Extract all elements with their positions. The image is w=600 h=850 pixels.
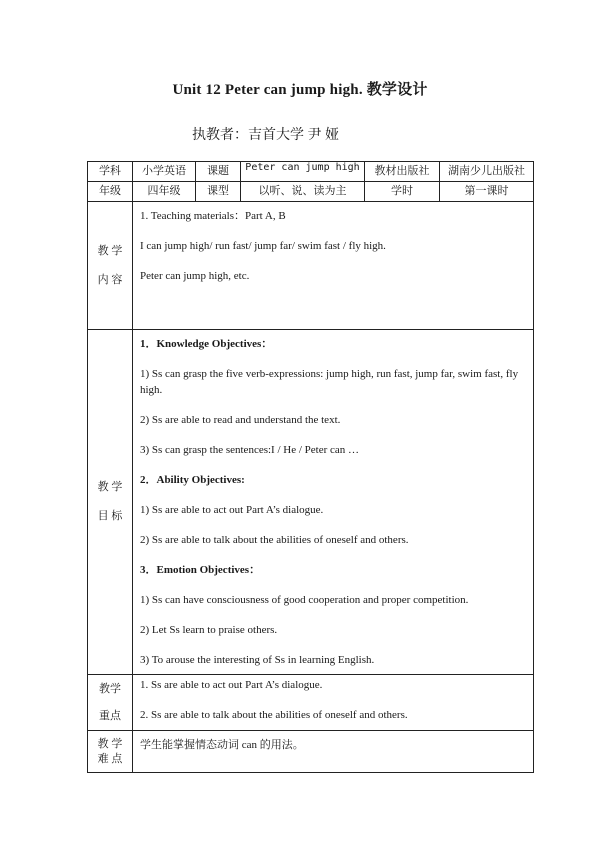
difficulties-label — [88, 731, 133, 773]
objective-item: 3) Ss can grasp the sentences:I / He / Peter can … — [140, 444, 360, 456]
page-title: Unit 12 Peter can jump high. 教学设计 — [172, 82, 428, 98]
grade-value: 四年级 — [133, 182, 196, 202]
objective-item: 1) Ss can grasp the five verb-expressions: jump high, run fast, jump far, swim fast, fly high. — [140, 368, 519, 396]
objectives-cell — [133, 330, 534, 675]
period-value: 第一课时 — [440, 182, 534, 202]
key-point-item: 1. Ss are able to act out Part A’s dialogue. — [140, 679, 323, 691]
emotion-heading: 3．Emotion Objectives： — [140, 564, 261, 576]
objective-item: 3) To arouse the interesting of Ss in learning English. — [140, 654, 375, 666]
topic-value: Peter can jump high — [241, 162, 365, 182]
content-row — [88, 202, 534, 330]
objective-item: 1) Ss are able to act out Part A’s dialogue. — [140, 504, 324, 516]
content-label-line1: 教 学 — [97, 244, 123, 257]
objective-item: 2) Ss are able to talk about the abilities of oneself and others. — [140, 534, 409, 546]
publisher-label: 教材出版社 — [365, 162, 440, 182]
difficulties-label-line2: 难 点 — [97, 752, 123, 765]
objective-item: 2) Let Ss learn to praise others. — [140, 624, 278, 636]
info-row-grade — [88, 182, 534, 202]
content-line: Peter can jump high, etc. — [140, 270, 250, 282]
objectives-row — [88, 330, 534, 675]
difficulties-cell — [133, 731, 534, 773]
publisher-value: 湖南少儿出版社 — [440, 162, 534, 182]
objective-item: 2) Ss are able to read and understand the text. — [140, 414, 341, 426]
objectives-label-line2: 目 标 — [97, 510, 123, 522]
difficulties-label-line1: 教 学 — [97, 737, 123, 750]
key-points-row — [88, 675, 534, 731]
difficulties-row — [88, 731, 534, 773]
info-row-subject — [88, 162, 534, 182]
content-line: I can jump high/ run fast/ jump far/ swim fast / fly high. — [140, 240, 386, 252]
content-cell — [133, 202, 534, 330]
key-point-item: 2. Ss are able to talk about the abilities of oneself and others. — [140, 709, 408, 721]
period-label: 学时 — [365, 182, 440, 202]
key-points-label — [88, 675, 133, 731]
objectives-label — [88, 330, 133, 675]
ability-heading: 2．Ability Objectives: — [140, 474, 245, 486]
key-points-cell — [133, 675, 534, 731]
lesson-plan-table — [87, 161, 534, 773]
grade-label: 年级 — [88, 182, 133, 202]
key-points-label-line2: 重点 — [99, 709, 121, 722]
lesson-type-value: 以听、说、读为主 — [241, 182, 365, 202]
subject-value: 小学英语 — [133, 162, 196, 182]
knowledge-heading: 1．Knowledge Objectives： — [140, 338, 273, 350]
content-label-line2: 内 容 — [97, 273, 123, 286]
lesson-type-label: 课型 — [196, 182, 241, 202]
difficulty-text: 学生能掌握情态动词 can 的用法。 — [140, 739, 304, 751]
objective-item: 1) Ss can have consciousness of good cooperation and proper competition. — [140, 594, 469, 606]
content-label — [88, 202, 133, 330]
author-line: 执教者：吉首大学 尹 娅 — [192, 128, 339, 143]
subject-label: 学科 — [88, 162, 133, 182]
objectives-label-line1: 教 学 — [97, 481, 123, 493]
topic-label: 课题 — [196, 162, 241, 182]
key-points-label-line1: 教学 — [99, 682, 121, 695]
content-line: 1. Teaching materials：Part A, B — [140, 210, 286, 222]
